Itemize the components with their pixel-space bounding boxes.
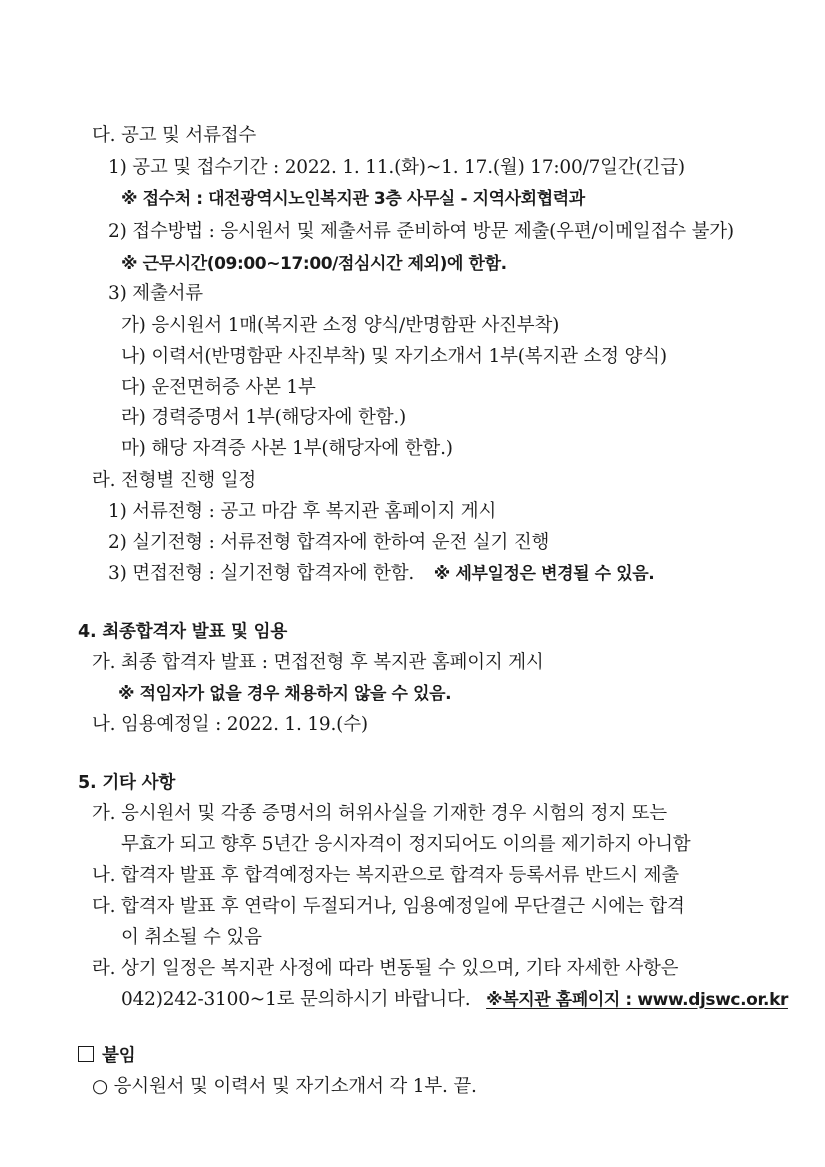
contact-text: 042)242-3100~1로 문의하시기 바랍니다.	[121, 989, 471, 1010]
section-4-title: 4. 최종합격자 발표 및 임용	[78, 622, 288, 642]
submission-doc-item: 마) 해당 자격증 사본 1부(해당자에 한함.)	[121, 438, 453, 459]
submission-doc-item: 가) 응시원서 1매(복지관 소정 양식/반명함판 사진부착)	[121, 315, 560, 336]
work-hours-note: ※ 근무시간(09:00~17:00/점심시간 제외)에 한함.	[121, 254, 507, 274]
final-announcement: 가. 최종 합격자 발표 : 면접전형 후 복지관 홈페이지 게시	[92, 652, 544, 673]
section-5-title: 5. 기타 사항	[78, 773, 176, 793]
other-item-cont	[121, 986, 788, 1014]
appointment-date: 나. 임용예정일 : 2022. 1. 19.(수)	[92, 714, 368, 735]
attachment-item: ○ 응시원서 및 이력서 및 자기소개서 각 1부. 끝.	[92, 1076, 477, 1097]
section-ra-title: 라. 전형별 진행 일정	[92, 470, 257, 491]
submission-doc-item: 다) 운전면허증 사본 1부	[121, 377, 316, 398]
other-item: 라. 상기 일정은 복지관 사정에 따라 변동될 수 있으며, 기타 자세한 사항은	[92, 958, 679, 979]
notice-period: 1) 공고 및 접수기간 : 2022. 1. 11.(화)~1. 17.(월) 17:00/7일간(긴급)	[108, 157, 685, 178]
submission-doc-item: 나) 이력서(반명함판 사진부착) 및 자기소개서 1부(복지관 소정 양식)	[121, 346, 667, 367]
reception-method: 2) 접수방법 : 응시원서 및 제출서류 준비하여 방문 제출(우편/이메일접수 불가)	[108, 221, 734, 242]
attachment-header	[78, 1042, 135, 1070]
schedule-item: 1) 서류전형 : 공고 마감 후 복지관 홈페이지 게시	[108, 501, 497, 522]
schedule-item	[108, 560, 654, 588]
other-item-cont: 이 취소될 수 있음	[121, 927, 262, 948]
other-item: 가. 응시원서 및 각종 증명서의 허위사실을 기재한 경우 시험의 정지 또는	[92, 803, 667, 824]
submission-docs-title: 3) 제출서류	[108, 283, 203, 304]
schedule-change-note: ※ 세부일정은 변경될 수 있음.	[433, 564, 655, 584]
other-item: 다. 합격자 발표 후 연락이 두절되거나, 임용예정일에 무단결근 시에는 합격	[92, 896, 685, 917]
attachment-title: 붙임	[102, 1046, 136, 1066]
other-item: 나. 합격자 발표 후 합격예정자는 복지관으로 합격자 등록서류 반드시 제출	[92, 865, 679, 886]
interview-stage: 3) 면접전형 : 실기전형 합격자에 한함.	[108, 563, 415, 584]
other-item-cont: 무효가 되고 향후 5년간 응시자격이 정지되어도 이의를 제기하지 아니함	[121, 834, 691, 855]
no-hire-note: ※ 적임자가 없을 경우 채용하지 않을 수 있음.	[118, 684, 452, 704]
homepage-link[interactable]: ※복지관 홈페이지 : www.djswc.or.kr	[486, 990, 788, 1010]
section-da-title: 다. 공고 및 서류접수	[92, 125, 257, 146]
reception-place-note: ※ 접수처 : 대전광역시노인복지관 3층 사무실 - 지역사회협력과	[121, 189, 585, 209]
schedule-item: 2) 실기전형 : 서류전형 합격자에 한하여 운전 실기 진행	[108, 532, 550, 553]
square-bullet-icon	[78, 1046, 94, 1062]
submission-doc-item: 라) 경력증명서 1부(해당자에 한함.)	[121, 407, 407, 428]
